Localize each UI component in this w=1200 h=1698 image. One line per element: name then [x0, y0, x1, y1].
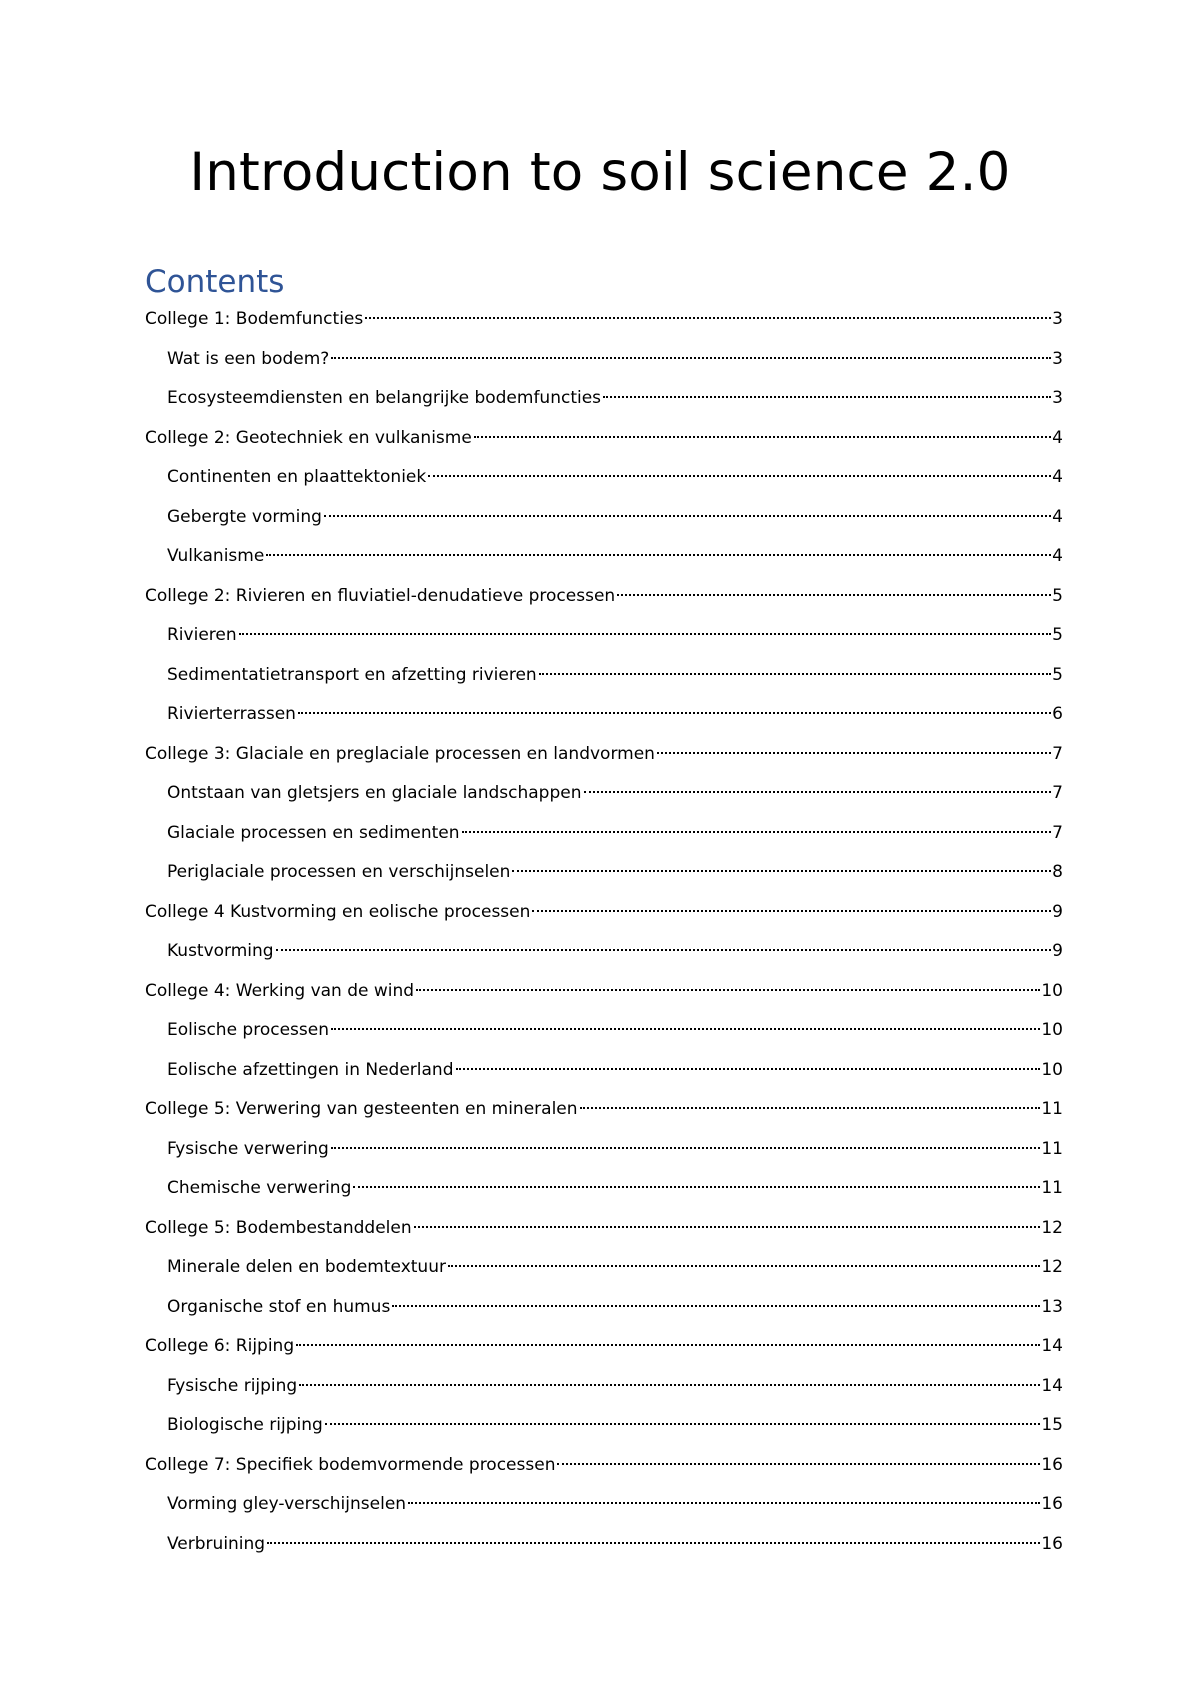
toc-dot-leader — [276, 949, 1052, 951]
toc-entry-label: Periglaciale processen en verschijnselen — [167, 862, 511, 882]
toc-section-entry[interactable] — [145, 616, 1063, 656]
toc-dot-leader — [353, 1186, 1040, 1188]
toc-entry-label: Glaciale processen en sedimenten — [167, 822, 460, 843]
toc-entry-label: Fysische verwering — [167, 1138, 329, 1159]
toc-entry-label: Rivieren — [167, 625, 237, 645]
toc-dot-leader — [365, 317, 1051, 319]
toc-entry-label: College 7: Specifiek bodemvormende processen — [145, 1454, 556, 1475]
toc-section-entry[interactable] — [145, 814, 1063, 854]
toc-page-number: 10 — [1041, 980, 1063, 1001]
toc-chapter-entry[interactable] — [145, 735, 1063, 775]
toc-page-number: 16 — [1041, 1454, 1063, 1475]
toc-dot-leader — [267, 1542, 1040, 1544]
toc-page-number: 7 — [1052, 822, 1063, 843]
toc-entry-label: College 6: Rijping — [145, 1336, 295, 1356]
table-of-contents — [145, 300, 1063, 1564]
document-title: Introduction to soil science 2.0 — [189, 142, 1011, 203]
toc-entry-label: Kustvorming — [167, 941, 274, 961]
toc-dot-leader — [474, 436, 1051, 438]
toc-page-number: 3 — [1052, 388, 1063, 408]
toc-page-number: 5 — [1052, 585, 1063, 606]
toc-page-number: 7 — [1052, 743, 1063, 764]
toc-entry-label: Ontstaan van gletsjers en glaciale landschappen — [167, 783, 582, 803]
toc-chapter-entry[interactable] — [145, 577, 1063, 617]
toc-dot-leader — [408, 1502, 1040, 1504]
toc-entry-label: College 2: Geotechniek en vulkanisme — [145, 427, 472, 448]
toc-page-number: 4 — [1052, 506, 1063, 527]
toc-section-entry[interactable] — [145, 853, 1063, 893]
toc-entry-label: College 5: Verwering van gesteenten en mineralen — [145, 1099, 578, 1119]
toc-section-entry[interactable] — [145, 1406, 1063, 1446]
toc-page-number: 15 — [1041, 1415, 1063, 1435]
toc-page-number: 9 — [1052, 901, 1063, 922]
toc-section-entry[interactable] — [145, 1525, 1063, 1565]
toc-page-number: 8 — [1052, 862, 1063, 882]
toc-entry-label: Continenten en plaattektoniek — [167, 467, 427, 487]
toc-section-entry[interactable] — [145, 1130, 1063, 1170]
toc-dot-leader — [296, 1344, 1040, 1346]
toc-chapter-entry[interactable] — [145, 1209, 1063, 1249]
toc-dot-leader — [456, 1068, 1041, 1070]
toc-section-entry[interactable] — [145, 774, 1063, 814]
toc-dot-leader — [428, 475, 1051, 477]
toc-dot-leader — [239, 633, 1052, 635]
toc-page-number: 5 — [1052, 625, 1063, 645]
toc-page-number: 12 — [1041, 1217, 1063, 1238]
toc-entry-label: College 1: Bodemfuncties — [145, 309, 364, 329]
toc-dot-leader — [448, 1265, 1040, 1267]
toc-entry-label: Biologische rijping — [167, 1415, 323, 1435]
toc-dot-leader — [266, 554, 1051, 556]
toc-section-entry[interactable] — [145, 1011, 1063, 1051]
toc-entry-label: Minerale delen en bodemtextuur — [167, 1257, 446, 1277]
toc-entry-label: Verbruining — [167, 1533, 266, 1554]
toc-page-number: 16 — [1041, 1533, 1063, 1554]
toc-entry-label: Vorming gley-verschijnselen — [167, 1494, 407, 1514]
toc-entry-label: College 3: Glaciale en preglaciale processen en landvormen — [145, 743, 655, 764]
toc-page-number: 13 — [1041, 1296, 1063, 1317]
toc-dot-leader — [584, 791, 1052, 793]
toc-dot-leader — [657, 752, 1051, 754]
toc-dot-leader — [331, 1028, 1040, 1030]
toc-chapter-entry[interactable] — [145, 300, 1063, 340]
toc-dot-leader — [462, 831, 1052, 833]
toc-entry-label: Ecosysteemdiensten en belangrijke bodemfuncties — [167, 388, 602, 408]
toc-dot-leader — [416, 989, 1040, 991]
toc-section-entry[interactable] — [145, 1288, 1063, 1328]
toc-dot-leader — [299, 1384, 1040, 1386]
toc-section-entry[interactable] — [145, 379, 1063, 419]
toc-page-number: 3 — [1052, 348, 1063, 369]
toc-page-number: 14 — [1041, 1375, 1063, 1396]
toc-section-entry[interactable] — [145, 1051, 1063, 1091]
toc-entry-label: Chemische verwering — [167, 1178, 352, 1198]
toc-page-number: 9 — [1052, 941, 1063, 961]
toc-section-entry[interactable] — [145, 1248, 1063, 1288]
toc-section-entry[interactable] — [145, 1169, 1063, 1209]
toc-dot-leader — [414, 1226, 1041, 1228]
toc-dot-leader — [331, 357, 1051, 359]
toc-entry-label: Wat is een bodem? — [167, 348, 330, 369]
toc-dot-leader — [580, 1107, 1041, 1109]
toc-section-entry[interactable] — [145, 1367, 1063, 1407]
toc-page-number: 11 — [1041, 1178, 1063, 1198]
toc-page-number: 7 — [1052, 783, 1063, 803]
toc-section-entry[interactable] — [145, 695, 1063, 735]
toc-section-entry[interactable] — [145, 932, 1063, 972]
toc-entry-label: Fysische rijping — [167, 1375, 298, 1396]
contents-heading: Contents — [145, 264, 285, 300]
toc-section-entry[interactable] — [145, 498, 1063, 538]
toc-dot-leader — [331, 1147, 1041, 1149]
toc-chapter-entry[interactable] — [145, 1090, 1063, 1130]
toc-entry-label: Eolische processen — [167, 1020, 329, 1040]
toc-chapter-entry[interactable] — [145, 419, 1063, 459]
toc-dot-leader — [298, 712, 1051, 714]
toc-dot-leader — [324, 515, 1051, 517]
toc-section-entry[interactable] — [145, 458, 1063, 498]
toc-page-number: 4 — [1052, 427, 1063, 448]
toc-page-number: 14 — [1041, 1336, 1063, 1356]
toc-page-number: 4 — [1052, 546, 1063, 566]
toc-chapter-entry[interactable] — [145, 1327, 1063, 1367]
toc-page-number: 16 — [1041, 1494, 1063, 1514]
toc-page-number: 11 — [1041, 1099, 1063, 1119]
toc-chapter-entry[interactable] — [145, 893, 1063, 933]
toc-section-entry[interactable] — [145, 1485, 1063, 1525]
toc-chapter-entry[interactable] — [145, 972, 1063, 1012]
toc-page-number: 5 — [1052, 664, 1063, 685]
toc-dot-leader — [532, 910, 1051, 912]
toc-entry-label: College 2: Rivieren en fluviatiel-denudatieve processen — [145, 585, 616, 606]
toc-dot-leader — [603, 396, 1051, 398]
toc-chapter-entry[interactable] — [145, 1446, 1063, 1486]
toc-page-number: 11 — [1041, 1138, 1063, 1159]
toc-entry-label: College 5: Bodembestanddelen — [145, 1217, 412, 1238]
toc-dot-leader — [512, 870, 1051, 872]
toc-page-number: 10 — [1041, 1059, 1063, 1080]
toc-entry-label: Sedimentatietransport en afzetting rivieren — [167, 664, 537, 685]
toc-page-number: 12 — [1041, 1257, 1063, 1277]
toc-section-entry[interactable] — [145, 537, 1063, 577]
toc-entry-label: Organische stof en humus — [167, 1296, 391, 1317]
toc-dot-leader — [539, 673, 1051, 675]
toc-dot-leader — [617, 594, 1051, 596]
toc-dot-leader — [325, 1423, 1041, 1425]
toc-page-number: 6 — [1052, 704, 1063, 724]
toc-section-entry[interactable] — [145, 340, 1063, 380]
toc-entry-label: College 4: Werking van de wind — [145, 980, 415, 1001]
toc-entry-label: Rivierterrassen — [167, 704, 296, 724]
toc-page-number: 3 — [1052, 309, 1063, 329]
toc-dot-leader — [557, 1463, 1040, 1465]
toc-page-number: 10 — [1041, 1020, 1063, 1040]
toc-entry-label: College 4 Kustvorming en eolische processen — [145, 901, 531, 922]
toc-section-entry[interactable] — [145, 656, 1063, 696]
toc-entry-label: Eolische afzettingen in Nederland — [167, 1059, 454, 1080]
toc-dot-leader — [392, 1305, 1040, 1307]
toc-entry-label: Gebergte vorming — [167, 506, 322, 527]
toc-entry-label: Vulkanisme — [167, 546, 265, 566]
toc-page-number: 4 — [1052, 467, 1063, 487]
